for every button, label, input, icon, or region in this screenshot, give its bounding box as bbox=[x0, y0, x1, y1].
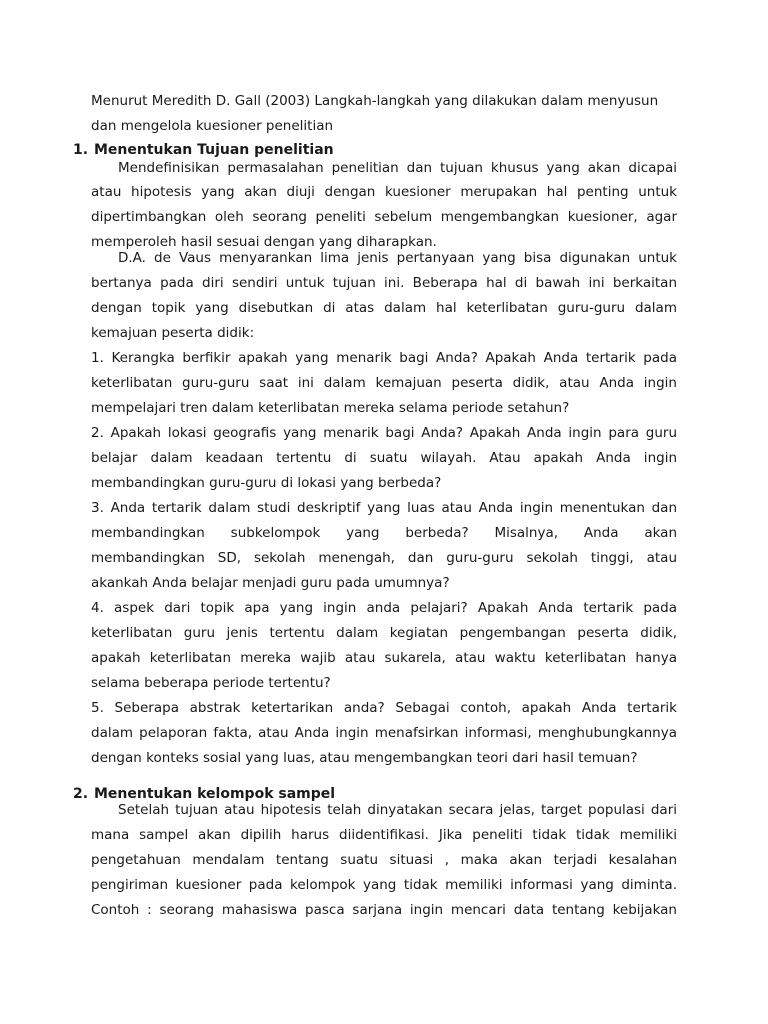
paragraph-line: Contoh : seorang mahasiswa pasca sarjana ingin mencari data tentang kebijakan bbox=[91, 902, 677, 918]
list-item-line: 5. Seberapa abstrak ketertarikan anda? Sebagai contoh, apakah Anda tertarik bbox=[91, 700, 677, 716]
section-1-title: Menentukan Tujuan penelitian bbox=[94, 142, 334, 158]
list-item-line: membandingkan subkelompok yang berbeda? Misalnya, Anda akan bbox=[91, 525, 677, 541]
paragraph-line: bertanya pada diri sendiri untuk tujuan ini. Beberapa hal di bawah ini berkaitan bbox=[91, 275, 677, 291]
section-1-heading bbox=[73, 141, 334, 159]
list-item-line: 1. Kerangka berfikir apakah yang menarik bagi Anda? Apakah Anda tertarik pada bbox=[91, 350, 677, 366]
paragraph-line: dipertimbangkan oleh seorang peneliti sebelum mengembangkan kuesioner, agar bbox=[91, 209, 677, 225]
list-item-line: dengan konteks sosial yang luas, atau mengembangkan teori dari hasil temuan? bbox=[91, 750, 638, 766]
list-item-line: 3. Anda tertarik dalam studi deskriptif yang luas atau Anda ingin menentukan dan bbox=[91, 500, 677, 516]
list-item-line: keterlibatan guru-guru saat ini dalam kemajuan peserta didik, atau Anda ingin bbox=[91, 375, 677, 391]
paragraph-line: D.A. de Vaus menyarankan lima jenis pertanyaan yang bisa digunakan untuk bbox=[118, 250, 677, 266]
paragraph-line: memperoleh hasil sesuai dengan yang diharapkan. bbox=[91, 234, 437, 250]
paragraph-line: Setelah tujuan atau hipotesis telah dinyatakan secara jelas, target populasi dari bbox=[118, 802, 677, 818]
list-item-line: selama beberapa periode tertentu? bbox=[91, 675, 331, 691]
list-item-line: membandingkan guru-guru di lokasi yang berbeda? bbox=[91, 475, 442, 491]
list-item-line: mempelajari tren dalam keterlibatan mereka selama periode setahun? bbox=[91, 400, 570, 416]
paragraph-line: atau hipotesis yang akan diuji dengan kuesioner merupakan hal penting untuk bbox=[91, 184, 677, 200]
section-2-title: Menentukan kelompok sampel bbox=[94, 786, 336, 802]
section-2-number: 2. bbox=[73, 786, 89, 802]
intro-line: dan mengelola kuesioner penelitian bbox=[91, 118, 334, 134]
intro-line: Menurut Meredith D. Gall (2003) Langkah-langkah yang dilakukan dalam menyusun bbox=[91, 93, 659, 109]
paragraph-line: kemajuan peserta didik: bbox=[91, 325, 255, 341]
list-item-line: 4. aspek dari topik apa yang ingin anda pelajari? Apakah Anda tertarik pada bbox=[91, 600, 677, 616]
list-item-line: akankah Anda belajar menjadi guru pada umumnya? bbox=[91, 575, 450, 591]
paragraph-line: Mendefinisikan permasalahan penelitian dan tujuan khusus yang akan dicapai bbox=[118, 160, 677, 176]
paragraph-line: dengan topik yang disebutkan di atas dalam hal keterlibatan guru-guru dalam bbox=[91, 300, 677, 316]
list-item-line: membandingkan SD, sekolah menengah, dan guru-guru sekolah tinggi, atau bbox=[91, 550, 677, 566]
list-item-line: keterlibatan guru jenis tertentu dalam kegiatan pengembangan peserta didik, bbox=[91, 625, 677, 641]
list-item-line: 2. Apakah lokasi geografis yang menarik bagi Anda? Apakah Anda ingin para guru bbox=[91, 425, 677, 441]
list-item-line: apakah keterlibatan mereka wajib atau sukarela, atau waktu keterlibatan hanya bbox=[91, 650, 677, 666]
paragraph-line: mana sampel akan dipilih harus diidentifikasi. Jika peneliti tidak tidak memiliki bbox=[91, 827, 677, 843]
list-item-line: dalam pelaporan fakta, atau Anda ingin menafsirkan informasi, menghubungkannya bbox=[91, 725, 677, 741]
section-1-number: 1. bbox=[73, 142, 89, 158]
paragraph-line: pengiriman kuesioner pada kelompok yang tidak memiliki informasi yang diminta. bbox=[91, 877, 677, 893]
list-item-line: belajar dalam keadaan tertentu di suatu wilayah. Atau apakah Anda ingin bbox=[91, 450, 677, 466]
paragraph-line: pengetahuan mendalam tentang suatu situasi , maka akan terjadi kesalahan bbox=[91, 852, 677, 868]
